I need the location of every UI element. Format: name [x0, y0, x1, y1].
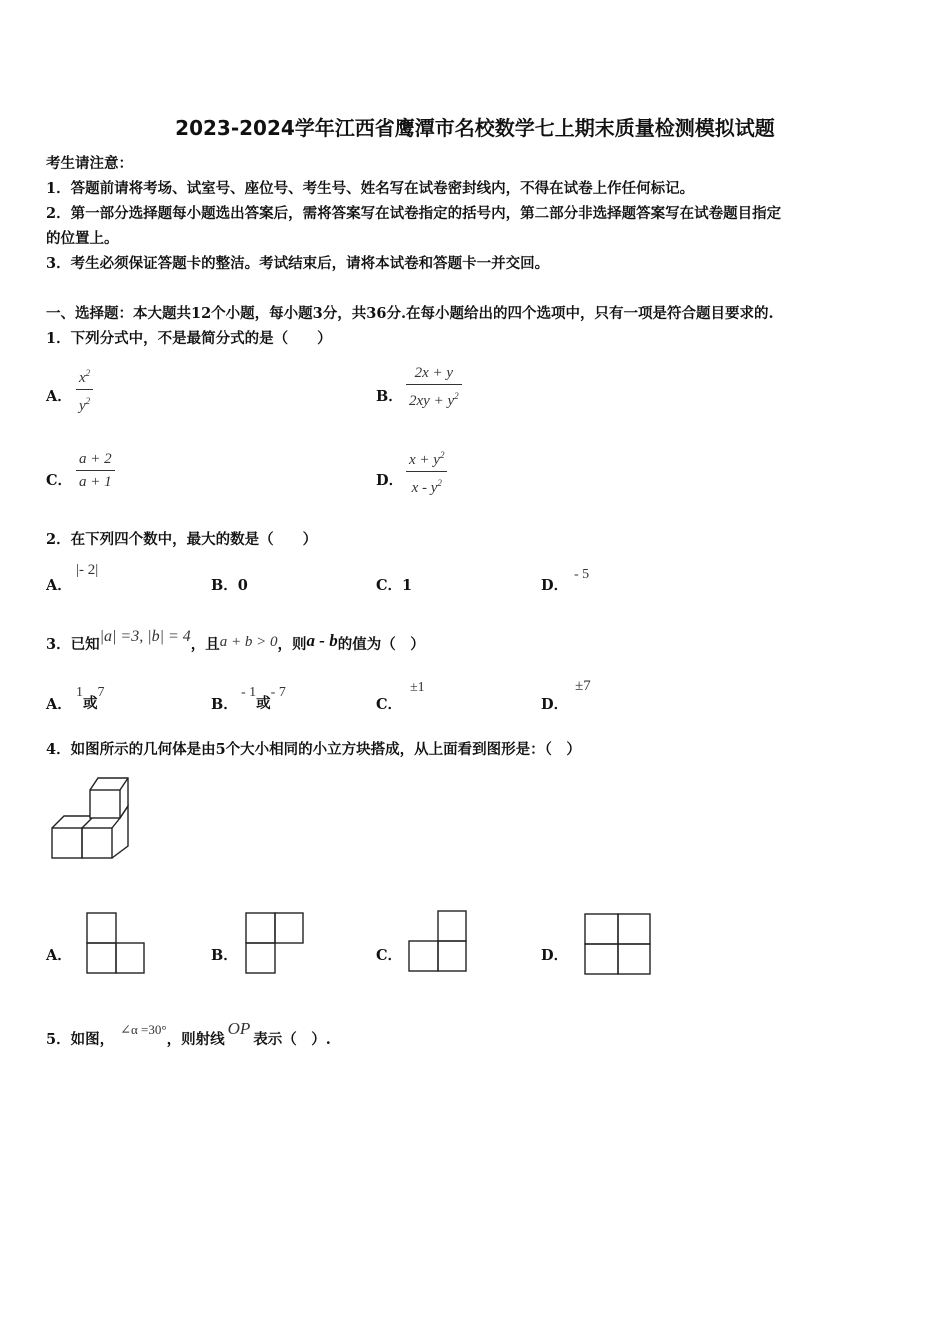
notice-heading: 考生请注意：	[46, 155, 133, 172]
q4-option-b-figure	[245, 912, 305, 974]
notice-item: 1．答题前请将考场、试室号、座位号、考生号、姓名写在试卷密封线内，不得在试卷上作任何标记。	[46, 180, 695, 197]
q1-option-b-fraction: $\frac{2x + y}{2xy + y^2}$	[406, 362, 462, 412]
q3-option-b-label: B．	[211, 696, 238, 713]
q4-option-a-label: A．	[46, 947, 72, 964]
q4-option-d-figure	[584, 913, 652, 975]
q1-option-a-label: A．	[46, 388, 72, 405]
q1-option-a-fraction: $\frac{x^2}{y^2}$	[76, 362, 93, 417]
q3-option-d-label: D．	[541, 696, 569, 713]
q1-option-d-label: D．	[376, 472, 404, 489]
q3-option-d-value: ±7	[575, 678, 591, 694]
q2-option-d-label: D．	[541, 577, 569, 594]
q3-option-a-value: 1或7	[76, 685, 105, 712]
q4-solid-figure	[46, 772, 136, 864]
q4-option-b-label: B．	[211, 947, 238, 964]
q2-option-a-label: A．	[46, 577, 72, 594]
question-2-stem: 2．在下列四个数中，最大的数是（ ）	[46, 531, 318, 548]
question-5-stem: 5．如图，∠α =30°，则射线OP表示（ ）.	[46, 1019, 331, 1048]
question-3-stem: 3．已知|a| =3, |b| = 4，且a + b > 0，则a - b的值为（ ）	[46, 628, 425, 653]
q3-option-a-label: A．	[46, 696, 72, 713]
q4-option-c-figure	[408, 910, 468, 972]
question-4-stem: 4．如图所示的几何体是由5个大小相同的小立方块搭成，从上面看到图形是：（ ）	[46, 741, 581, 758]
q4-option-a-figure	[86, 912, 146, 974]
notice-item: 3．考生必须保证答题卡的整洁。考试结束后，请将本试卷和答题卡一并交回。	[46, 255, 550, 272]
notice-item: 2．第一部分选择题每小题选出答案后，需将答案写在试卷指定的括号内，第二部分非选择题答案写在试卷题目指定	[46, 205, 782, 222]
q2-option-b: B．0	[211, 577, 248, 594]
q3-option-c-label: C．	[376, 696, 403, 713]
q1-option-c-label: C．	[46, 472, 73, 489]
question-1-stem: 1．下列分式中，不是最简分式的是（ ）	[46, 330, 332, 347]
q3-option-c-value: ±1	[410, 680, 425, 695]
page-title: 2023-2024学年江西省鹰潭市名校数学七上期末质量检测模拟试题	[175, 116, 775, 140]
q1-option-c-fraction: $\frac{a + 2}{a + 1}$	[76, 448, 115, 493]
notice-item: 的位置上。	[46, 230, 119, 247]
q4-option-c-label: C．	[376, 947, 403, 964]
q1-option-d-fraction: $\frac{x + y^2}{x - y^2}$	[406, 444, 447, 499]
q2-option-d-value: - 5	[574, 567, 590, 582]
q2-option-a-value: |- 2|	[76, 562, 99, 578]
q3-option-b-value: - 1或- 7	[241, 685, 286, 712]
q4-option-d-label: D．	[541, 947, 569, 964]
q1-option-b-label: B．	[376, 388, 403, 405]
q2-option-c: C．1	[376, 577, 413, 594]
section-heading: 一、选择题：本大题共12个小题，每小题3分，共36分.在每小题给出的四个选项中，只有一项是符合题目要求的.	[46, 305, 774, 322]
